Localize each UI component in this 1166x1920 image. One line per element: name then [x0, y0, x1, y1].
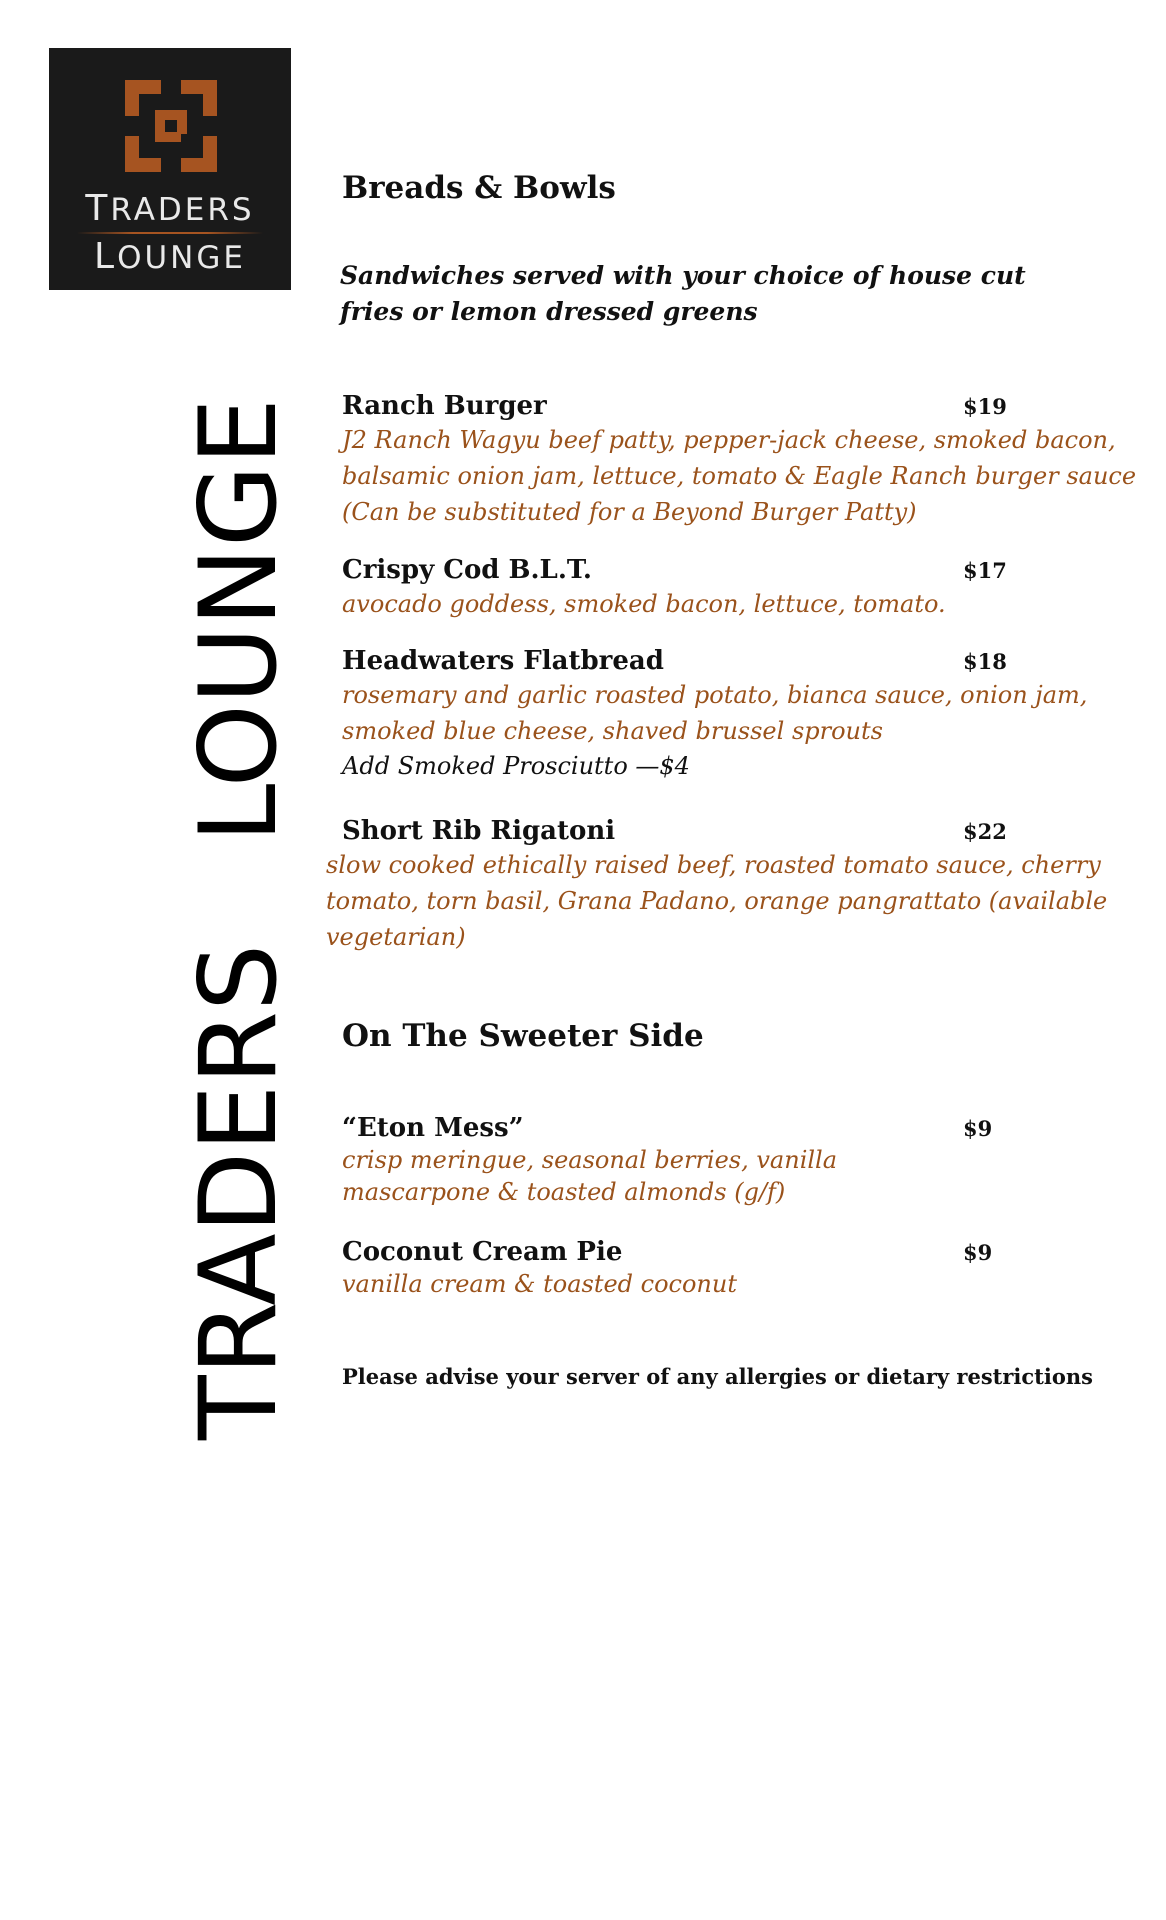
item-description: vanilla cream & toasted coconut [342, 1270, 737, 1298]
item-description: slow cooked ethically raised beef, roasted tomato sauce, cherry tomato, torn basil, Grana Padano, orange pangrattato (available vegetarian) [326, 851, 1108, 951]
allergy-notice: Please advise your server of any allergies or dietary restrictions [342, 1364, 1093, 1389]
section-title-breads: Breads & Bowls [342, 170, 616, 206]
item-name: “Eton Mess” [342, 1113, 524, 1143]
item-description: J2 Ranch Wagyu beef patty, pepper-jack cheese, smoked bacon, balsamic onion jam, lettuce, tomato & Eagle Ranch burger sauce (Can be substituted for a Beyond Burger Patty) [342, 426, 1137, 526]
item-add-on: Add Smoked Prosciutto —$4 [342, 752, 690, 780]
item-name: Headwaters Flatbread [342, 646, 664, 676]
logo-divider [77, 232, 263, 234]
menu-item-ranch-burger [342, 390, 1142, 530]
item-price: $22 [963, 819, 1007, 844]
menu-item-eton-mess [342, 1112, 1142, 1208]
section-title-sweets: On The Sweeter Side [342, 1018, 704, 1054]
menu-item-short-rib-rigatoni [326, 815, 1142, 955]
item-price: $17 [963, 558, 1007, 583]
item-description: avocado goddess, smoked bacon, lettuce, tomato. [342, 590, 946, 618]
menu-item-crispy-cod [342, 554, 1142, 622]
item-description: rosemary and garlic roasted potato, bianca sauce, onion jam, smoked blue cheese, shaved brussel sprouts [342, 681, 1088, 745]
item-price: $9 [963, 1240, 993, 1265]
logo-word-lounge: LOUNGE [94, 236, 246, 277]
vertical-title: TRADERS LOUNGE [177, 398, 300, 1440]
item-price: $9 [963, 1116, 993, 1141]
item-name: Crispy Cod B.L.T. [342, 555, 592, 585]
item-description: crisp meringue, seasonal berries, vanilla mascarpone & toasted almonds (g/f) [342, 1146, 838, 1206]
logo-emblem-icon [121, 76, 221, 176]
item-price: $19 [963, 394, 1007, 419]
item-name: Coconut Cream Pie [342, 1237, 623, 1267]
logo-word-traders: TRADERS [85, 188, 255, 229]
logo [49, 48, 291, 290]
section-intro: Sandwiches served with your choice of house cut fries or lemon dressed greens [340, 261, 1026, 326]
item-name: Short Rib Rigatoni [342, 816, 616, 846]
menu-item-coconut-cream-pie [342, 1236, 1142, 1300]
item-name: Ranch Burger [342, 391, 547, 421]
item-price: $18 [963, 649, 1007, 674]
menu-item-headwaters-flatbread [342, 645, 1142, 783]
